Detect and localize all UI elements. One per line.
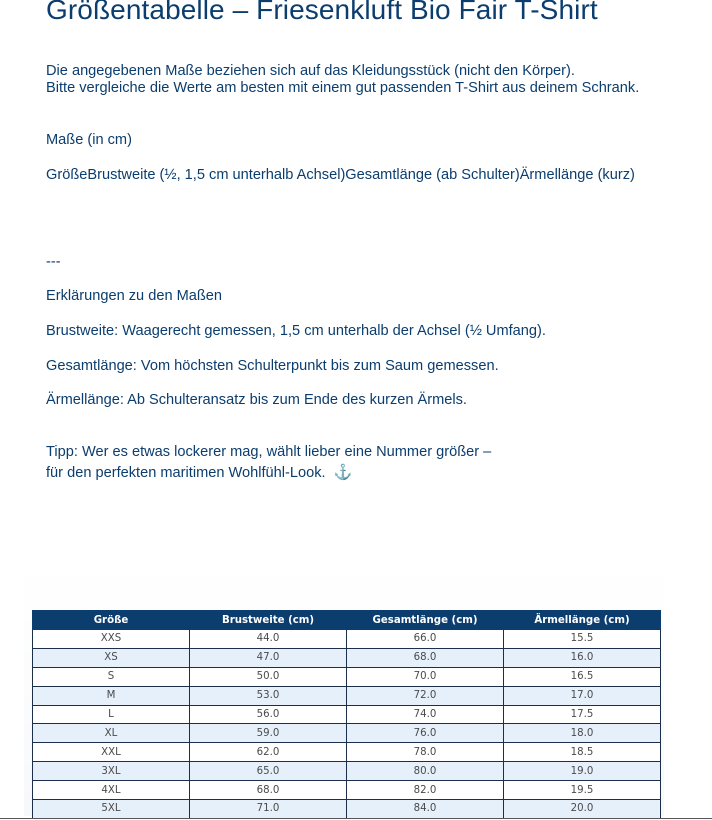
table-cell: 84.0 [347,800,504,819]
tip-line-2 [46,464,352,482]
table-header-cell: Gesamtlänge (cm) [347,611,504,630]
tip-line-2-text: für den perfekten maritimen Wohlfühl-Look. [46,465,326,481]
separator: --- [46,254,61,270]
table-cell: 16.5 [504,667,661,686]
table-cell: 70.0 [347,667,504,686]
table-header-cell: Größe [33,611,190,630]
table-cell: XS [33,648,190,667]
tip-line-1: Tipp: Wer es etwas lockerer mag, wählt lieber eine Nummer größer – [46,444,492,460]
table-cell: 80.0 [347,762,504,781]
table-cell: 53.0 [190,686,347,705]
table-row [33,667,661,686]
table-cell: 78.0 [347,743,504,762]
table-cell: 62.0 [190,743,347,762]
page-title: Größentabelle – Friesenkluft Bio Fair T-Shirt [46,0,598,25]
table-cell: XXL [33,743,190,762]
table-cell: M [33,686,190,705]
table-cell: 66.0 [347,630,504,649]
table-row [33,686,661,705]
table-cell: 5XL [33,800,190,819]
table-cell: 15.5 [504,630,661,649]
table-cell: 82.0 [347,781,504,800]
table-header-cell: Brustweite (cm) [190,611,347,630]
table-header-row [33,611,661,630]
table-row [33,800,661,819]
table-row [33,743,661,762]
anchor-icon: ⚓ [333,464,353,481]
table-cell: 68.0 [347,648,504,667]
explanations-heading: Erklärungen zu den Maßen [46,288,223,304]
table-cell: L [33,705,190,724]
table-cell: 16.0 [504,648,661,667]
table-cell: S [33,667,190,686]
table-cell: 59.0 [190,724,347,743]
table-cell: 72.0 [347,686,504,705]
intro-line-2: Bitte vergleiche die Werte am besten mit einem gut passenden T-Shirt aus deinem Schrank. [46,80,640,96]
table-cell: 20.0 [504,800,661,819]
table-cell: 18.0 [504,724,661,743]
explanation-sleeve: Ärmellänge: Ab Schulteransatz bis zum Ende des kurzen Ärmels. [46,392,467,408]
explanation-length: Gesamtlänge: Vom höchsten Schulterpunkt bis zum Saum gemessen. [46,358,499,374]
table-cell: 56.0 [190,705,347,724]
raw-header-row: GrößeBrustweite (½, 1,5 cm unterhalb Achsel)Gesamtlänge (ab Schulter)Ärmellänge (kurz) [46,167,635,183]
table-header-cell: Ärmellänge (cm) [504,611,661,630]
table-cell: 68.0 [190,781,347,800]
table-cell: 18.5 [504,743,661,762]
table-cell: 17.0 [504,686,661,705]
table-cell: 47.0 [190,648,347,667]
size-table [32,610,661,819]
table-cell: 4XL [33,781,190,800]
table-cell: 44.0 [190,630,347,649]
table-cell: 71.0 [190,800,347,819]
table-cell: XL [33,724,190,743]
table-cell: 19.0 [504,762,661,781]
table-body [33,630,661,819]
table-cell: 65.0 [190,762,347,781]
table-cell: 3XL [33,762,190,781]
table-row [33,648,661,667]
table-row [33,781,661,800]
table-row [33,724,661,743]
table-cell: XXS [33,630,190,649]
table-cell: 74.0 [347,705,504,724]
divider [0,818,712,819]
table-row [33,762,661,781]
measures-heading: Maße (in cm) [46,132,132,148]
table-row [33,705,661,724]
intro-line-1: Die angegebenen Maße beziehen sich auf das Kleidungsstück (nicht den Körper). [46,63,575,79]
explanation-chest: Brustweite: Waagerecht gemessen, 1,5 cm unterhalb der Achsel (½ Umfang). [46,323,546,339]
table-cell: 17.5 [504,705,661,724]
table-row [33,630,661,649]
table-cell: 19.5 [504,781,661,800]
table-cell: 76.0 [347,724,504,743]
table-cell: 50.0 [190,667,347,686]
